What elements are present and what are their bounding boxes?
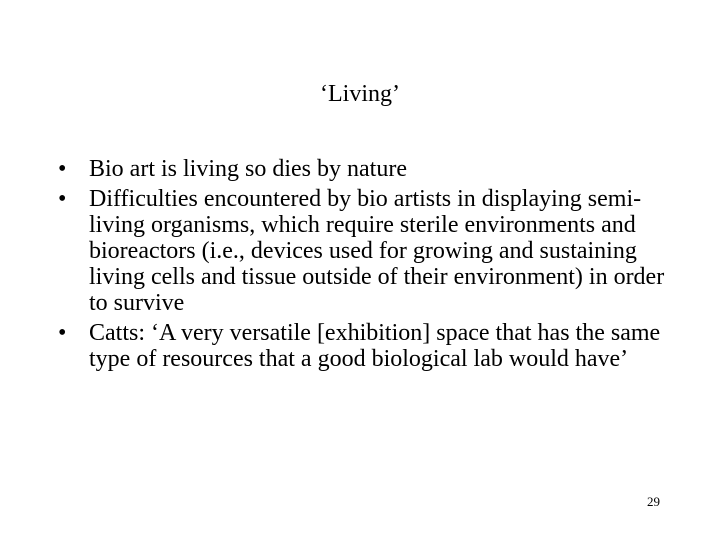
bullet-item-3 (56, 320, 676, 372)
bullet-item-1 (56, 156, 676, 182)
bullet-icon: • (58, 320, 67, 346)
bullet-text: Bio art is living so dies by nature (89, 156, 407, 182)
slide-title: ‘Living’ (320, 81, 400, 107)
bullet-icon: • (58, 186, 67, 212)
bullet-icon: • (58, 156, 67, 182)
bullet-list (56, 156, 676, 376)
bullet-item-2 (56, 186, 676, 316)
bullet-text: Difficulties encountered by bio artists in displaying semi-living organisms, which require sterile environments and bioreactors (i.e., devices used for growing and sustaining living cells and tissue outside of their environment) in order to survive (89, 186, 665, 316)
page-number: 29 (647, 494, 660, 509)
bullet-text: Catts: ‘A very versatile [exhibition] space that has the same type of resources that a good biological lab would have’ (89, 320, 661, 372)
